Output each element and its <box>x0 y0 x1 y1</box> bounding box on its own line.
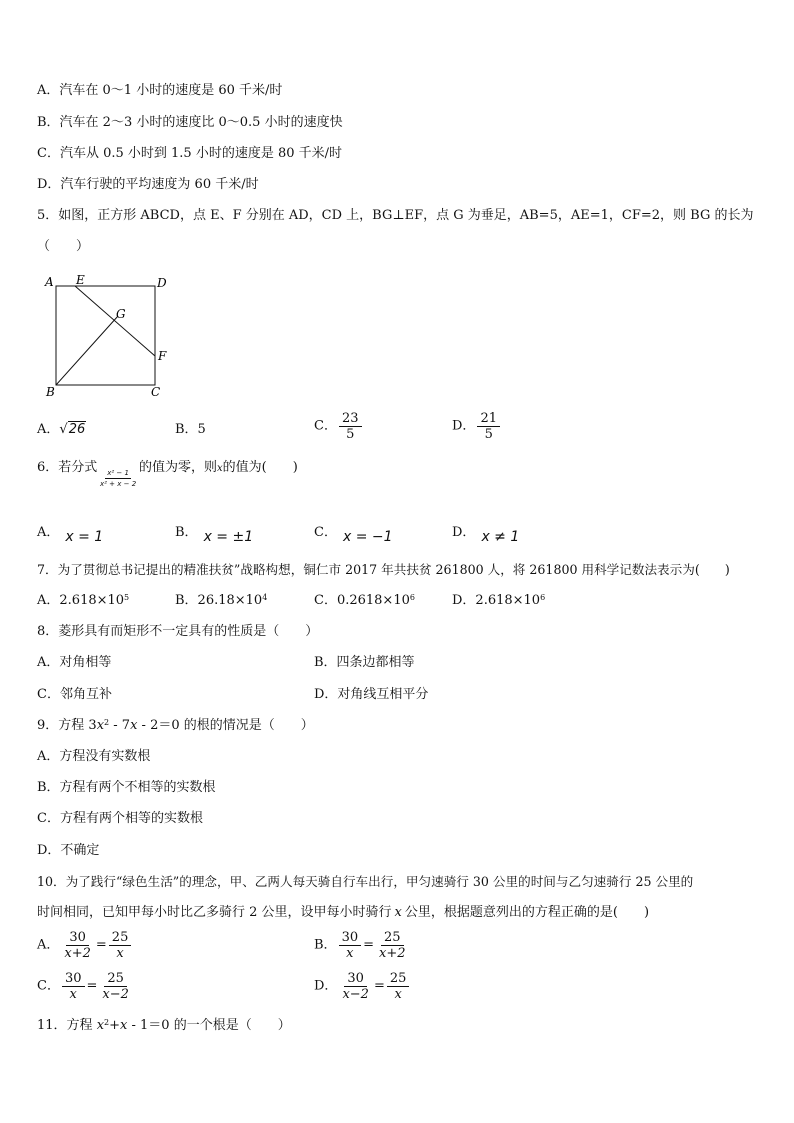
label-c: C <box>151 385 161 399</box>
q5-square-figure <box>40 272 180 397</box>
q10-stem-line2: 时间相同，已知甲每小时比乙多骑行 2 公里，设甲每小时骑行 x 公里，根据题意列出的方程正确的是( ) <box>37 905 650 920</box>
q10-stem-line1: 10．为了践行“绿色生活”的理念，甲、乙两人每天骑自行车出行，甲匀速骑行 30 公里的时间与乙匀速骑行 25 公里的 <box>37 874 694 889</box>
label-d: D <box>157 276 167 290</box>
q7-stem: 7．为了贯彻总书记提出的精准扶贫”战略构想，铜仁市 2017 年共扶贫 261800 人，将 261800 用科学记数法表示为( ) <box>37 562 730 577</box>
q4-option-c: C．汽车从 0.5 小时到 1.5 小时的速度是 80 千米/时 <box>37 146 343 161</box>
q8-option-a: A．对角相等 <box>37 655 112 670</box>
q6-stem-cont: 的值为零，则x的值为( ) <box>139 460 298 475</box>
q4-option-b: B．汽车在 2～3 小时的速度比 0～0.5 小时的速度快 <box>37 115 343 130</box>
q10-option-b: B． $\frac{30}{x}$ = $\frac{25}{x+2}$ <box>314 930 406 961</box>
q7-option-d: D．$2.618\times 10^6$ <box>452 593 546 608</box>
q5-option-a: A．√26 <box>37 422 86 437</box>
label-b: B <box>46 385 55 399</box>
q5-radicand: 26 <box>68 422 86 437</box>
q9-option-d: D．不确定 <box>37 843 100 858</box>
q6-stem: 6．若分式 <box>37 460 98 475</box>
q10-option-d: D． $\frac{30}{x-2}$ = $\frac{25}{x}$ <box>314 971 411 1002</box>
q7-option-c: C．$0.2618\times 10^6$ <box>314 593 415 608</box>
q8-option-c: C．邻角互补 <box>37 687 112 702</box>
q6-option-a: A． x = 1 <box>37 525 104 545</box>
label-e: E <box>76 273 85 287</box>
q9-option-b: B．方程有两个不相等的实数根 <box>37 780 216 795</box>
q4-option-a: A．汽车在 0～1 小时的速度是 60 千米/时 <box>37 83 283 98</box>
label-a: A <box>45 275 54 289</box>
q10-option-c: C． $\frac{30}{x}$ = $\frac{25}{x-2}$ <box>37 971 129 1002</box>
square-abcd <box>56 286 155 385</box>
segment-bg <box>56 316 118 385</box>
q6-option-b: B． x = ±1 <box>175 525 254 545</box>
q6-fraction: $\frac{\text{x² − 1}}{\text{x² + x − 2}}$ <box>100 469 137 488</box>
segment-ef <box>75 286 155 356</box>
q9-option-a: A．方程没有实数根 <box>37 749 151 764</box>
q8-option-d: D．对角线互相平分 <box>314 687 429 702</box>
q6-option-d: D． x ≠ 1 <box>452 525 520 545</box>
q5-option-b: B．5 <box>175 422 206 437</box>
q6-option-c: C． x = −1 <box>314 525 393 545</box>
q7-option-a: A．$2.618\times 10^5$ <box>37 593 130 608</box>
q9-stem: 9．方程 $3x^2 - 7x - 2=0$ 的根的情况是（ ） <box>37 718 314 733</box>
q5-stem: 5．如图，正方形 ABCD，点 E、F 分别在 AD，CD 上，BG⊥EF，点 G 为垂足，AB=5，AE=1，CF=2，则 BG 的长为 <box>37 208 754 223</box>
q8-stem: 8．菱形具有而矩形不一定具有的性质是（ ） <box>37 624 319 639</box>
q10-option-a: A． $\frac{30}{x+2}$ = $\frac{25}{x}$ <box>37 930 133 961</box>
q11-stem: 11．方程 $x^2+x - 1=0$ 的一个根是（ ） <box>37 1018 291 1033</box>
q9-option-c: C．方程有两个相等的实数根 <box>37 811 203 826</box>
q5-option-c: C． $\frac{23}{5}$ <box>314 411 364 442</box>
q4-option-d: D．汽车行驶的平均速度为 60 千米/时 <box>37 177 259 192</box>
label-f: F <box>158 349 167 363</box>
q8-option-b: B．四条边都相等 <box>314 655 415 670</box>
q5-paren: （ ） <box>37 239 90 254</box>
label-g: G <box>116 307 126 321</box>
q7-option-b: B．$26.18\times 10^4$ <box>175 593 268 608</box>
q5-option-d: D． $\frac{21}{5}$ <box>452 411 502 442</box>
